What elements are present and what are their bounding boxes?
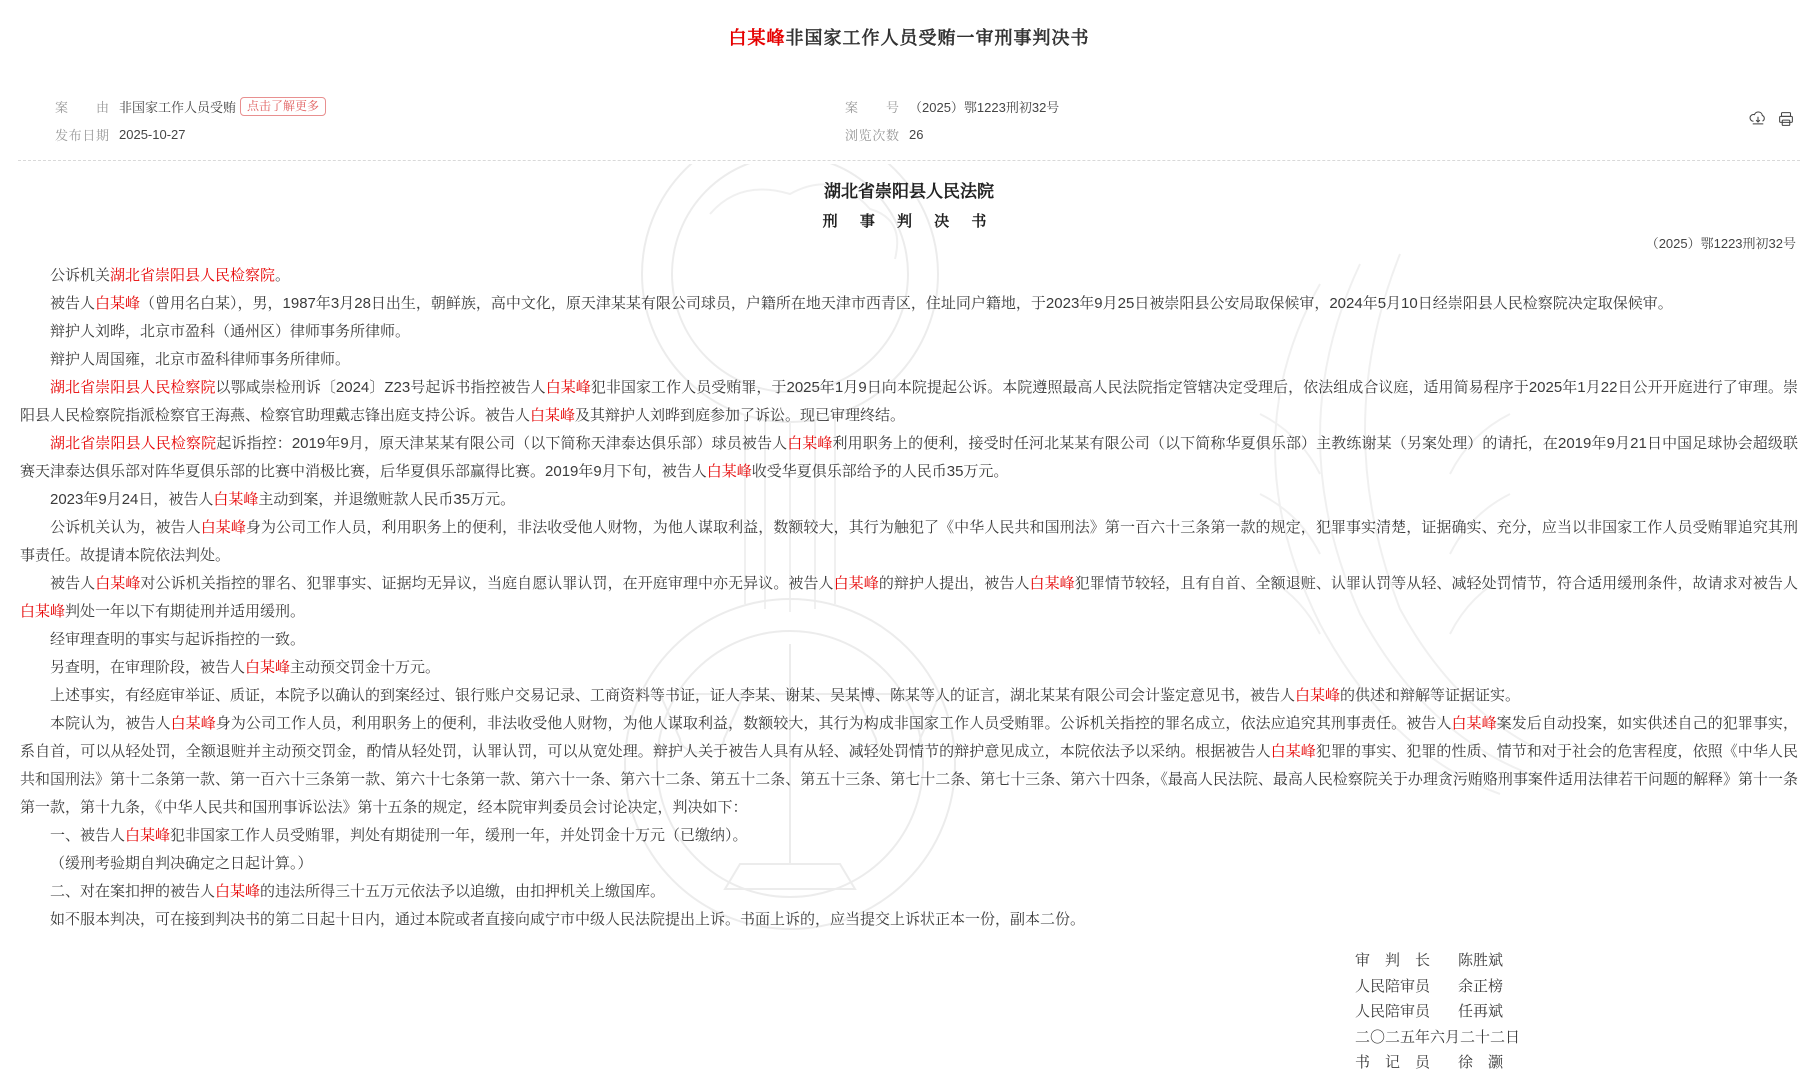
judgment-page <box>0 24 1818 1076</box>
text-segment: 2023年9月24日，被告人 <box>50 491 214 508</box>
red-text-segment: 白某峰 <box>245 659 291 676</box>
paragraph <box>20 710 1798 822</box>
learn-more-button[interactable]: 点击了解更多 <box>240 97 326 116</box>
text-segment: 的供述和辩解等证据证实。 <box>1340 687 1521 704</box>
text-segment: 公诉机关认为，被告人 <box>50 519 201 536</box>
text-segment: 另查明，在审理阶段，被告人 <box>50 659 246 676</box>
page-title-rest: 非国家工作人员受贿一审刑事判决书 <box>785 28 1090 48</box>
signature-date-text: 二〇二五年六月二十二日 <box>1354 1028 1520 1046</box>
case-reason-row <box>55 92 845 120</box>
text-segment: 收受华夏俱乐部给予的人民币35万元。 <box>751 463 1009 480</box>
red-text-segment: 白某峰 <box>1451 715 1497 732</box>
text-segment: 身为公司工作人员，利用职务上的便利，非法收受他人财物，为他人谋取利益，数额较大，其行为触犯了《中华人民共和国刑法》第一百六十三条第一款的规定，犯罪事实清楚，证据确实、充分，应当以非国家工作人员受贿罪追究其刑事责任。故提请本院依法判处。 <box>20 519 1798 564</box>
text-segment: 犯罪的事实、犯罪的性质、情节和对于社会的危害程度，依照《中华人民共和国刑法》第十二条第一款、第一百六十三条第一款、第六十七条第一款、第六十一条、第六十二条、第五十二条、第五十三条、第七十二条、第七十三条、第六十四条，《最高人民法院、最高人民检察院关于办理贪污贿赂刑事案件适用法律若干问题的解释》第十一条第一款，第十九条，《中华人民共和国刑事诉讼法》第十五条的规定，经本院审判委员会讨论决定，判决如下： <box>20 743 1798 816</box>
text-segment: 。 <box>275 267 291 284</box>
page-title-defendant: 白某峰 <box>728 28 786 48</box>
text-segment: 以鄂咸崇检刑诉〔2024〕Z23号起诉书指控被告人 <box>215 379 546 396</box>
text-segment: 对公诉机关指控的罪名、犯罪事实、证据均无异议，当庭自愿认罪认罚，在开庭审理中亦无异议。被告人 <box>140 575 834 592</box>
signature-role: 书 记 员 <box>1354 1054 1430 1071</box>
signature-name: 徐 灏 <box>1458 1054 1504 1071</box>
paragraph <box>20 346 1798 374</box>
red-text-segment: 白某峰 <box>215 883 261 900</box>
document-paragraphs <box>0 262 1818 934</box>
red-text-segment: 白某峰 <box>1270 743 1316 760</box>
red-text-segment: 湖北省崇阳县人民检察院 <box>50 435 217 452</box>
text-segment: 案发后自动投案，如实供述自己的犯罪事实，系自首，可以从轻处罚，全额退赃并主动预交罚金，酌情从轻处罚，认罪认罚，可以从宽处理。辩护人关于被告人具有从轻、减轻处罚情节的辩护意见成立，本院依法予以采纳。根据被告人 <box>20 715 1798 760</box>
paragraph <box>20 430 1798 486</box>
paragraph <box>20 514 1798 570</box>
paragraph <box>20 850 1798 878</box>
text-segment: 被告人 <box>50 575 96 592</box>
case-number-row <box>845 92 1798 120</box>
paragraph <box>20 654 1798 682</box>
paragraph <box>20 682 1798 710</box>
text-segment: 犯非国家工作人员受贿罪，判处有期徒刑一年，缓刑一年，并处罚金十万元（已缴纳）。 <box>170 827 748 844</box>
paragraph <box>20 318 1798 346</box>
red-text-segment: 白某峰 <box>833 575 879 592</box>
publish-date-row <box>55 120 845 148</box>
text-segment: 主动预交罚金十万元。 <box>290 659 441 676</box>
text-segment: 犯罪情节较轻，且有自首、全额退赃、认罪认罚等从轻、减轻处罚情节，符合适用缓刑条件，故请求对被告人 <box>1074 575 1798 592</box>
text-segment: 犯非国家工作人员受贿罪，于2025年1月9日向本院提起公诉。本院遵照最高人民法院指定管辖决定受理后，依法组成合议庭，适用简易程序于2025年1月22日公开开庭进行了审理。崇阳县人民检察院指派检察官王海燕、检察官助理戴志锋出庭支持公诉。被告人 <box>20 379 1798 424</box>
publish-date-label: 发布日期 <box>55 127 109 143</box>
cloud-download-icon[interactable] <box>1748 110 1768 130</box>
text-segment: 辩护人刘晔，北京市盈科（通州区）律师事务所律师。 <box>50 323 411 340</box>
red-text-segment: 白某峰 <box>545 379 591 396</box>
red-text-segment: 白某峰 <box>530 407 576 424</box>
text-segment: 起诉指控：2019年9月，原天津某某有限公司（以下简称天津泰达俱乐部）球员被告人 <box>216 435 788 452</box>
signature-name: 余正榜 <box>1458 977 1504 995</box>
paragraph <box>20 906 1798 934</box>
case-number-heading: （2025）鄂1223刑初32号 <box>1645 236 1796 251</box>
text-segment: 的辩护人提出，被告人 <box>878 575 1030 592</box>
red-text-segment: 湖北省崇阳县人民检察院 <box>50 379 216 396</box>
metadata-divider <box>18 160 1800 161</box>
red-text-segment: 白某峰 <box>125 827 171 844</box>
paragraph <box>20 290 1798 318</box>
red-text-segment: 白某峰 <box>787 435 833 452</box>
signature-line <box>1355 948 1520 974</box>
signature-role: 人民陪审员 <box>1354 977 1430 995</box>
signature-line <box>1355 974 1520 1000</box>
text-segment: （曾用名白某），男，1987年3月28日出生，朝鲜族，高中文化，原天津某某有限公司球员，户籍所在地天津市西青区，住址同户籍地，于2023年9月25日被崇阳县公安局取保候审，2024年5月10日经崇阳县人民检察院决定取保候审。 <box>140 295 1673 312</box>
signature-role: 审 判 长 <box>1354 952 1430 969</box>
document-header <box>0 177 1818 252</box>
red-text-segment: 白某峰 <box>170 715 216 732</box>
signature-line <box>1355 999 1520 1025</box>
text-segment: 如不服本判决，可在接到判决书的第二日起十日内，通过本院或者直接向咸宁市中级人民法院提出上诉。书面上诉的，应当提交上诉状正本一份，副本二份。 <box>50 911 1086 928</box>
red-text-segment: 白某峰 <box>200 519 246 536</box>
text-segment: 辩护人周国雍，北京市盈科律师事务所律师。 <box>50 351 351 368</box>
text-segment: 的违法所得三十五万元依法予以追缴，由扣押机关上缴国库。 <box>260 883 666 900</box>
paragraph <box>20 570 1798 626</box>
signature-date <box>1355 1025 1520 1051</box>
document-actions <box>1748 110 1796 130</box>
text-segment: 身为公司工作人员，利用职务上的便利，非法收受他人财物，为他人谋取利益，数额较大，其行为构成非国家工作人员受贿罪。公诉机关指控的罪名成立，依法应追究其刑事责任。被告人 <box>215 715 1452 732</box>
red-text-segment: 白某峰 <box>706 463 752 480</box>
red-text-segment: 白某峰 <box>95 295 141 312</box>
signature-role: 人民陪审员 <box>1354 1003 1430 1020</box>
text-segment: 利用职务上的便利，接受时任河北某某有限公司（以下简称华夏俱乐部）主教练谢某（另案处理）的请托，在2019年9月21日中国足球协会超级联赛天津泰达俱乐部对阵华夏俱乐部的比赛中消极比赛，后华夏俱乐部赢得比赛。2019年9月下旬，被告人 <box>20 435 1798 480</box>
text-segment: 经审理查明的事实与起诉指控的一致。 <box>50 631 306 648</box>
case-number-value: （2025）鄂1223刑初32号 <box>909 99 1060 115</box>
signature-name: 任再斌 <box>1458 1003 1504 1020</box>
text-segment: 本院认为，被告人 <box>50 715 171 732</box>
red-text-segment: 白某峰 <box>213 491 259 508</box>
text-segment: 上述事实，有经庭审举证、质证，本院予以确认的到案经过、银行账户交易记录、工商资料等书证，证人李某、谢某、吴某博、陈某等人的证言，湖北某某有限公司会计鉴定意见书，被告人 <box>50 687 1296 704</box>
signature-name: 陈胜斌 <box>1458 952 1504 969</box>
red-text-segment: 白某峰 <box>1029 575 1075 592</box>
case-reason-label: 案由 <box>55 99 109 115</box>
court-name: 湖北省崇阳县人民法院 <box>824 182 994 201</box>
case-number-label: 案号 <box>845 99 899 115</box>
paragraph <box>20 486 1798 514</box>
red-text-segment: 白某峰 <box>20 603 66 620</box>
paragraph <box>20 262 1798 290</box>
signature-block <box>1355 948 1520 1076</box>
metadata-panel <box>0 92 1818 148</box>
paragraph <box>20 374 1798 430</box>
views-value: 26 <box>909 126 924 142</box>
paragraph <box>20 822 1798 850</box>
text-segment: 及其辩护人刘晔到庭参加了诉讼。现已审理终结。 <box>575 407 906 424</box>
publish-date-value: 2025-10-27 <box>119 126 186 142</box>
page-title <box>0 24 1818 50</box>
document-type: 刑 事 判 决 书 <box>822 213 996 230</box>
paragraph <box>20 878 1798 906</box>
red-text-segment: 湖北省崇阳县人民检察院 <box>110 267 276 284</box>
red-text-segment: 白某峰 <box>1295 687 1341 704</box>
text-segment: 被告人 <box>50 295 96 312</box>
text-segment: 判处一年以下有期徒刑并适用缓刑。 <box>65 603 306 620</box>
case-reason-value: 非国家工作人员受贿 <box>119 99 237 115</box>
text-segment: 二、对在案扣押的被告人 <box>50 883 216 900</box>
paragraph <box>20 626 1798 654</box>
red-text-segment: 白某峰 <box>95 575 141 592</box>
printer-icon[interactable] <box>1776 110 1796 130</box>
text-segment: 主动到案，并退缴赃款人民币35万元。 <box>258 491 516 508</box>
signature-line <box>1355 1050 1520 1076</box>
views-label: 浏览次数 <box>845 127 899 143</box>
text-segment: （缓刑考验期自判决确定之日起计算。） <box>50 855 313 872</box>
text-segment: 一、被告人 <box>50 827 126 844</box>
text-segment: 公诉机关 <box>50 267 111 284</box>
views-row <box>845 120 1798 148</box>
